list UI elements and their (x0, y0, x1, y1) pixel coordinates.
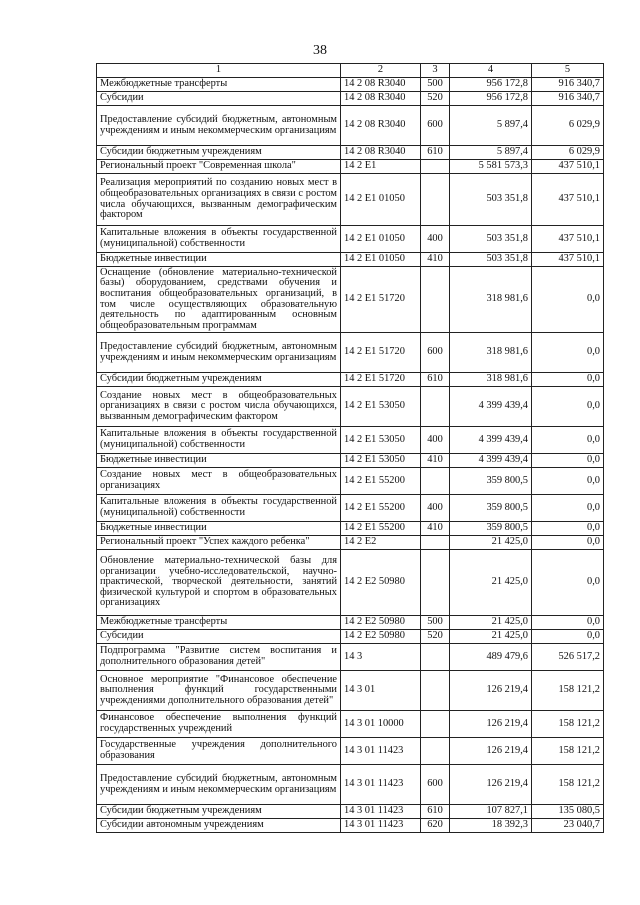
row-value-col4: 126 219,4 (450, 765, 532, 805)
row-code-cell: 14 2 E1 55200 (341, 495, 421, 522)
table-row (97, 454, 604, 468)
row-type-cell (421, 536, 450, 550)
row-name-cell: Обновление материально-технической базы для организации учебно-исследовательской, научно-практической, творческой деятельности, занятий физической культурой и спортом в образовательных организациях (97, 550, 341, 616)
row-type-cell (421, 711, 450, 738)
row-name-cell: Подпрограмма "Развитие систем воспитания и дополнительного образования детей" (97, 644, 341, 671)
column-header: 1 (97, 64, 341, 78)
row-type-cell: 620 (421, 819, 450, 833)
row-value-col5: 158 121,2 (532, 711, 604, 738)
table-row (97, 711, 604, 738)
row-value-col4: 21 425,0 (450, 536, 532, 550)
table-row (97, 765, 604, 805)
row-code-cell: 14 2 E1 01050 (341, 174, 421, 226)
row-name-cell: Межбюджетные трансферты (97, 78, 341, 92)
row-code-cell: 14 2 E1 55200 (341, 468, 421, 495)
row-value-col4: 21 425,0 (450, 616, 532, 630)
row-value-col4: 4 399 439,4 (450, 454, 532, 468)
row-code-cell: 14 2 08 R3040 (341, 106, 421, 146)
row-value-col5: 0,0 (532, 630, 604, 644)
row-name-cell: Создание новых мест в общеобразовательных организациях в связи с ростом числа обучающихся, вызванным демографическим фактором (97, 387, 341, 427)
row-value-col4: 489 479,6 (450, 644, 532, 671)
row-name-cell: Предоставление субсидий бюджетным, автономным учреждениям и иным некоммерческим организациям (97, 765, 341, 805)
row-value-col4: 359 800,5 (450, 468, 532, 495)
row-value-col5: 437 510,1 (532, 160, 604, 174)
row-value-col5: 23 040,7 (532, 819, 604, 833)
row-value-col5: 0,0 (532, 454, 604, 468)
row-value-col5: 526 517,2 (532, 644, 604, 671)
row-value-col5: 158 121,2 (532, 765, 604, 805)
row-value-col4: 107 827,1 (450, 805, 532, 819)
table-row (97, 550, 604, 616)
row-value-col5: 0,0 (532, 616, 604, 630)
row-value-col5: 0,0 (532, 468, 604, 495)
row-value-col5: 437 510,1 (532, 226, 604, 253)
row-type-cell: 400 (421, 226, 450, 253)
row-value-col5: 916 340,7 (532, 92, 604, 106)
row-value-col5: 6 029,9 (532, 106, 604, 146)
row-value-col5: 158 121,2 (532, 671, 604, 711)
row-name-cell: Финансовое обеспечение выполнения функций государственных учреждений (97, 711, 341, 738)
row-value-col4: 318 981,6 (450, 373, 532, 387)
row-value-col5: 0,0 (532, 427, 604, 454)
row-code-cell: 14 2 E2 50980 (341, 630, 421, 644)
table-row (97, 738, 604, 765)
row-value-col5: 0,0 (532, 387, 604, 427)
row-value-col4: 5 897,4 (450, 146, 532, 160)
row-value-col4: 21 425,0 (450, 630, 532, 644)
row-value-col5: 0,0 (532, 522, 604, 536)
row-type-cell: 600 (421, 765, 450, 805)
page-number: 38 (313, 43, 327, 58)
row-value-col4: 359 800,5 (450, 522, 532, 536)
row-value-col4: 359 800,5 (450, 495, 532, 522)
row-name-cell: Бюджетные инвестиции (97, 253, 341, 267)
row-value-col5: 0,0 (532, 495, 604, 522)
row-name-cell: Предоставление субсидий бюджетным, автономным учреждениям и иным некоммерческим организациям (97, 106, 341, 146)
row-type-cell: 610 (421, 373, 450, 387)
row-code-cell: 14 2 E2 50980 (341, 550, 421, 616)
row-type-cell (421, 738, 450, 765)
row-name-cell: Капитальные вложения в объекты государственной (муниципальной) собственности (97, 495, 341, 522)
row-name-cell: Предоставление субсидий бюджетным, автономным учреждениям и иным некоммерческим организациям (97, 333, 341, 373)
row-type-cell (421, 267, 450, 333)
row-value-col4: 318 981,6 (450, 333, 532, 373)
budget-table (96, 63, 604, 833)
table-row (97, 495, 604, 522)
row-type-cell: 500 (421, 616, 450, 630)
row-name-cell: Реализация мероприятий по созданию новых мест в общеобразовательных организациях в связи с ростом числа обучающихся, вызванным демографическим фактором (97, 174, 341, 226)
table-header-row (97, 64, 604, 78)
row-value-col5: 0,0 (532, 333, 604, 373)
row-name-cell: Основное мероприятие "Финансовое обеспечение выполнения функций государственными учреждениями дополнительного образования детей" (97, 671, 341, 711)
row-type-cell: 410 (421, 454, 450, 468)
row-code-cell: 14 2 E1 53050 (341, 427, 421, 454)
row-name-cell: Региональный проект "Современная школа" (97, 160, 341, 174)
table-row (97, 630, 604, 644)
table-row (97, 387, 604, 427)
row-type-cell: 520 (421, 630, 450, 644)
table-row (97, 536, 604, 550)
row-code-cell: 14 3 01 11423 (341, 819, 421, 833)
row-name-cell: Государственные учреждения дополнительного образования (97, 738, 341, 765)
row-code-cell: 14 2 E1 53050 (341, 387, 421, 427)
row-code-cell: 14 2 E1 (341, 160, 421, 174)
row-name-cell: Оснащение (обновление материально-технической базы) оборудованием, средствами обучения и воспитания общеобразовательных организаций, в том числе осуществляющих образовательную деятельность по адаптированным основным общеобразовательным программам (97, 267, 341, 333)
row-type-cell: 600 (421, 333, 450, 373)
table-row (97, 616, 604, 630)
row-value-col5: 437 510,1 (532, 253, 604, 267)
row-value-col5: 0,0 (532, 536, 604, 550)
row-value-col4: 126 219,4 (450, 671, 532, 711)
row-code-cell: 14 3 (341, 644, 421, 671)
row-value-col4: 4 399 439,4 (450, 427, 532, 454)
row-code-cell: 14 2 08 R3040 (341, 92, 421, 106)
row-value-col4: 5 897,4 (450, 106, 532, 146)
row-type-cell: 600 (421, 106, 450, 146)
row-code-cell: 14 3 01 (341, 671, 421, 711)
row-code-cell: 14 2 E1 51720 (341, 373, 421, 387)
row-name-cell: Бюджетные инвестиции (97, 454, 341, 468)
row-type-cell: 500 (421, 78, 450, 92)
row-type-cell: 610 (421, 805, 450, 819)
table-row (97, 174, 604, 226)
row-code-cell: 14 2 E1 55200 (341, 522, 421, 536)
row-value-col5: 916 340,7 (532, 78, 604, 92)
row-code-cell: 14 2 E2 50980 (341, 616, 421, 630)
row-name-cell: Субсидии бюджетным учреждениям (97, 373, 341, 387)
row-type-cell (421, 160, 450, 174)
row-value-col5: 6 029,9 (532, 146, 604, 160)
table-row (97, 333, 604, 373)
table-row (97, 253, 604, 267)
row-value-col4: 956 172,8 (450, 92, 532, 106)
row-name-cell: Межбюджетные трансферты (97, 616, 341, 630)
table-row (97, 160, 604, 174)
row-value-col5: 0,0 (532, 550, 604, 616)
row-value-col4: 18 392,3 (450, 819, 532, 833)
table-row (97, 522, 604, 536)
table-row (97, 427, 604, 454)
row-name-cell: Субсидии бюджетным учреждениям (97, 146, 341, 160)
row-name-cell: Субсидии (97, 630, 341, 644)
row-type-cell: 520 (421, 92, 450, 106)
column-header: 4 (450, 64, 532, 78)
table-row (97, 671, 604, 711)
row-type-cell: 610 (421, 146, 450, 160)
row-value-col4: 4 399 439,4 (450, 387, 532, 427)
row-value-col4: 503 351,8 (450, 174, 532, 226)
row-type-cell: 410 (421, 522, 450, 536)
row-value-col5: 135 080,5 (532, 805, 604, 819)
row-value-col4: 503 351,8 (450, 226, 532, 253)
table-row (97, 146, 604, 160)
row-code-cell: 14 2 E1 51720 (341, 333, 421, 373)
table-row (97, 78, 604, 92)
column-header: 5 (532, 64, 604, 78)
table-row (97, 106, 604, 146)
row-name-cell: Бюджетные инвестиции (97, 522, 341, 536)
row-type-cell (421, 644, 450, 671)
row-type-cell (421, 550, 450, 616)
row-name-cell: Субсидии (97, 92, 341, 106)
row-value-col4: 503 351,8 (450, 253, 532, 267)
row-type-cell (421, 387, 450, 427)
row-type-cell (421, 671, 450, 711)
table-row (97, 267, 604, 333)
row-code-cell: 14 3 01 11423 (341, 738, 421, 765)
row-value-col5: 158 121,2 (532, 738, 604, 765)
table-row (97, 92, 604, 106)
row-type-cell (421, 468, 450, 495)
row-name-cell: Субсидии автономным учреждениям (97, 819, 341, 833)
row-code-cell: 14 2 E1 53050 (341, 454, 421, 468)
row-type-cell (421, 174, 450, 226)
row-value-col5: 437 510,1 (532, 174, 604, 226)
row-value-col4: 5 581 573,3 (450, 160, 532, 174)
row-value-col4: 126 219,4 (450, 738, 532, 765)
table-row (97, 373, 604, 387)
row-code-cell: 14 2 08 R3040 (341, 78, 421, 92)
row-name-cell: Региональный проект "Успех каждого ребенка" (97, 536, 341, 550)
row-code-cell: 14 3 01 11423 (341, 765, 421, 805)
table-row (97, 468, 604, 495)
row-name-cell: Субсидии бюджетным учреждениям (97, 805, 341, 819)
column-header: 2 (341, 64, 421, 78)
row-code-cell: 14 3 01 11423 (341, 805, 421, 819)
row-type-cell: 400 (421, 427, 450, 454)
row-type-cell: 410 (421, 253, 450, 267)
row-name-cell: Капитальные вложения в объекты государственной (муниципальной) собственности (97, 427, 341, 454)
row-code-cell: 14 2 E1 01050 (341, 253, 421, 267)
row-code-cell: 14 3 01 10000 (341, 711, 421, 738)
row-code-cell: 14 2 E1 51720 (341, 267, 421, 333)
row-value-col4: 318 981,6 (450, 267, 532, 333)
table-row (97, 819, 604, 833)
table-row (97, 805, 604, 819)
table-row (97, 644, 604, 671)
column-header: 3 (421, 64, 450, 78)
row-value-col4: 21 425,0 (450, 550, 532, 616)
row-value-col4: 956 172,8 (450, 78, 532, 92)
row-code-cell: 14 2 E1 01050 (341, 226, 421, 253)
row-value-col5: 0,0 (532, 373, 604, 387)
row-value-col4: 126 219,4 (450, 711, 532, 738)
row-code-cell: 14 2 E2 (341, 536, 421, 550)
row-name-cell: Капитальные вложения в объекты государственной (муниципальной) собственности (97, 226, 341, 253)
table-row (97, 226, 604, 253)
row-type-cell: 400 (421, 495, 450, 522)
row-code-cell: 14 2 08 R3040 (341, 146, 421, 160)
row-name-cell: Создание новых мест в общеобразовательных организациях (97, 468, 341, 495)
row-value-col5: 0,0 (532, 267, 604, 333)
